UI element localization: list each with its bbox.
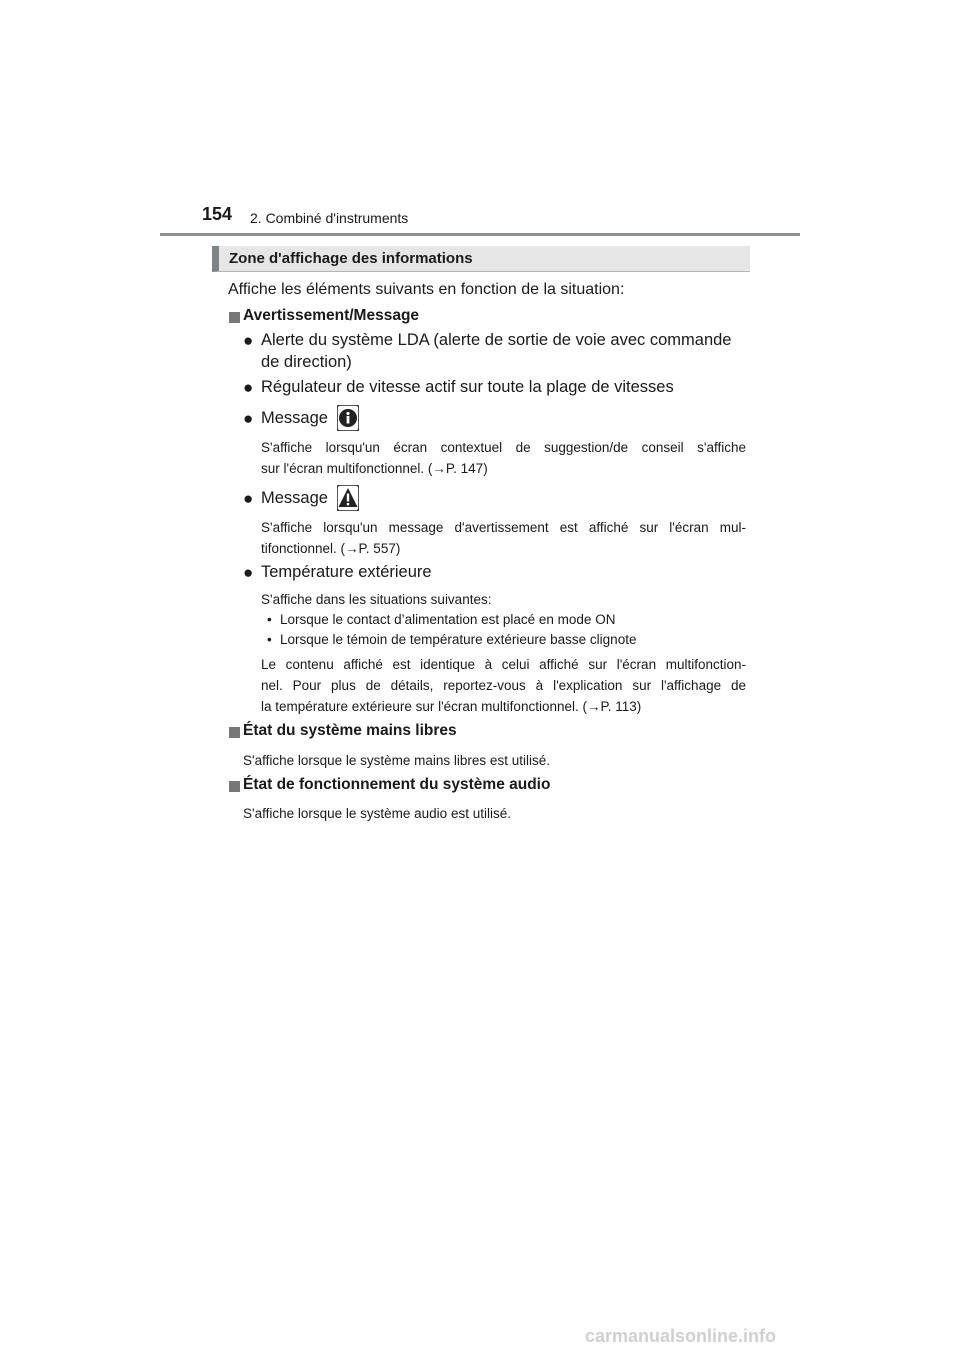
bullet-outside-temp: Température extérieure — [261, 563, 432, 581]
group3-heading: État de fonctionnement du système audio — [243, 776, 551, 793]
bullet-dot-icon: ● — [243, 378, 254, 397]
outside-temp-para-2: nel. Pour plus de détails, reportez-vous à l'explication sur l'affichage de — [261, 678, 746, 693]
message-warning-desc-1: S'affiche lorsqu'un message d'avertissement est affiché sur l'écran mul- — [261, 520, 746, 535]
sub-bullet-1: Lorsque le contact d’alimentation est placé en mode ON — [280, 612, 616, 627]
bullet-lda: Alerte du système LDA (alerte de sortie de voie avec commande — [261, 331, 732, 349]
info-icon — [337, 405, 359, 431]
bullet-dot-icon: ● — [243, 563, 254, 582]
section-title: Zone d'affichage des informations — [229, 250, 473, 267]
section-header — [212, 246, 750, 272]
message-info-desc-1: S'affiche lorsqu'un écran contextuel de suggestion/de conseil s'affiche — [261, 440, 746, 455]
outside-temp-desc: S'affiche dans les situations suivantes: — [261, 592, 492, 607]
bullet-message-info: Message — [261, 409, 328, 427]
bullet-cruise: Régulateur de vitesse actif sur toute la plage de vitesses — [261, 378, 674, 396]
group2-desc: S'affiche lorsque le système mains libres est utilisé. — [243, 753, 550, 768]
page-number: 154 — [202, 204, 233, 224]
bullet-dot-icon: ● — [243, 409, 254, 428]
square-bullet-icon — [229, 727, 240, 738]
sub-bullet-dot: • — [267, 612, 272, 627]
message-info-desc-2: sur l'écran multifonctionnel. (→P. 147) — [261, 461, 488, 476]
square-bullet-icon — [229, 312, 240, 323]
bullet-dot-icon: ● — [243, 489, 254, 508]
sub-bullet-dot: • — [267, 632, 272, 647]
square-bullet-icon — [229, 781, 240, 792]
message-warning-desc-2: tifonctionnel. (→P. 557) — [261, 541, 401, 556]
bullet-dot-icon: ● — [243, 331, 254, 350]
group2-heading: État du système mains libres — [243, 722, 457, 739]
header-divider — [160, 233, 800, 236]
outside-temp-para-1: Le contenu affiché est identique à celui affiché sur l'écran multifonction- — [261, 657, 746, 672]
warning-icon — [337, 485, 359, 511]
group3-desc: S'affiche lorsque le système audio est utilisé. — [243, 806, 511, 821]
watermark: carmanualsonline.info — [585, 1326, 777, 1346]
outside-temp-para-3: la température extérieure sur l'écran multifonctionnel. (→P. 113) — [261, 699, 642, 714]
chapter-title: 2. Combiné d'instruments — [250, 210, 409, 226]
intro-text: Affiche les éléments suivants en fonction de la situation: — [228, 281, 625, 298]
group1-heading: Avertissement/Message — [243, 307, 420, 324]
bullet-message-warning: Message — [261, 489, 328, 507]
sub-bullet-2: Lorsque le témoin de température extérieure basse clignote — [280, 632, 637, 647]
bullet-lda-cont: de direction) — [261, 353, 352, 371]
